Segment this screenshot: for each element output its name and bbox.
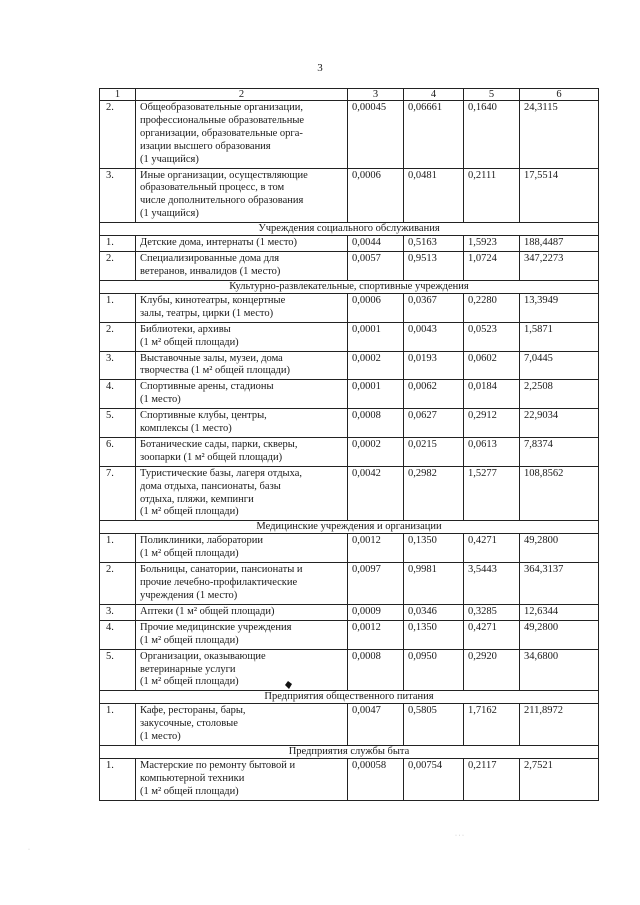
row-value-6 [520, 351, 599, 380]
row-value-5 [464, 620, 520, 649]
row-number [100, 759, 136, 801]
row-number-text: 6. [106, 438, 114, 450]
row-name-text: Выставочные залы, музеи, дома творчества (1 м² общей площади) [140, 352, 290, 377]
row-value-4 [404, 351, 464, 380]
row-value-3-text: 0,0042 [352, 467, 381, 479]
row-value-4-text: 0,0346 [408, 605, 437, 617]
row-number-text: 1. [106, 705, 114, 717]
row-value-5 [464, 322, 520, 351]
row-value-6 [520, 252, 599, 281]
row-value-3-text: 0,0009 [352, 605, 381, 617]
row-value-6 [520, 704, 599, 746]
row-number-text: 7. [106, 467, 114, 479]
row-number [100, 236, 136, 252]
row-value-6-text: 17,5514 [524, 169, 559, 181]
row-value-4-text: 0,0481 [408, 169, 437, 181]
row-name [136, 168, 348, 223]
row-number [100, 322, 136, 351]
row-number [100, 563, 136, 605]
row-value-5 [464, 252, 520, 281]
row-value-3-text: 0,0008 [352, 650, 381, 662]
header-cell [348, 89, 404, 101]
row-name [136, 759, 348, 801]
header-cell [520, 89, 599, 101]
table-row [100, 604, 599, 620]
row-value-3 [348, 236, 404, 252]
row-value-4 [404, 380, 464, 409]
table-row [100, 437, 599, 466]
table-row [100, 351, 599, 380]
row-value-3 [348, 351, 404, 380]
row-value-3-text: 0,0057 [352, 253, 381, 265]
row-name [136, 380, 348, 409]
row-value-4-text: 0,1350 [408, 535, 437, 547]
row-name-text: Кафе, рестораны, бары, закусочные, столовые (1 место) [140, 705, 246, 743]
section-title-text: Предприятия службы быта [288, 746, 410, 758]
row-value-6 [520, 236, 599, 252]
row-value-3-text: 0,0006 [352, 169, 381, 181]
row-number [100, 649, 136, 691]
row-number-text: 2. [106, 102, 114, 113]
row-value-4-text: 0,0043 [408, 323, 437, 335]
row-value-3 [348, 620, 404, 649]
row-number-text: 1. [106, 535, 114, 547]
row-value-6 [520, 409, 599, 438]
row-name-text: Клубы, кинотеатры, концертные залы, театры, цирки (1 место) [140, 294, 286, 319]
row-number [100, 380, 136, 409]
row-value-4 [404, 322, 464, 351]
table-row [100, 380, 599, 409]
row-value-3 [348, 534, 404, 563]
row-value-5 [464, 236, 520, 252]
row-number-text: 2. [106, 564, 114, 576]
row-value-3 [348, 563, 404, 605]
row-value-5 [464, 437, 520, 466]
row-name [136, 563, 348, 605]
row-value-4-text: 0,0193 [408, 352, 437, 364]
row-value-4 [404, 236, 464, 252]
row-number [100, 351, 136, 380]
row-value-5-text: 1,5277 [468, 467, 497, 479]
row-value-4-text: 0,06661 [408, 102, 443, 113]
row-value-5-text: 0,2280 [468, 294, 497, 306]
row-value-6 [520, 380, 599, 409]
table-header-row [100, 89, 599, 101]
row-value-3-text: 0,0012 [352, 535, 381, 547]
section-title-text: Предприятия общественного питания [264, 691, 434, 703]
row-value-3-text: 0,0006 [352, 294, 381, 306]
row-value-3-text: 0,0002 [352, 438, 381, 450]
row-name [136, 322, 348, 351]
row-value-5-text: 0,0613 [468, 438, 497, 450]
table-row [100, 620, 599, 649]
row-number [100, 101, 136, 169]
row-value-3-text: 0,0012 [352, 621, 381, 633]
section-title [100, 223, 599, 236]
row-value-3 [348, 604, 404, 620]
header-cell [100, 89, 136, 101]
row-value-6-text: 188,4487 [524, 237, 564, 249]
row-number-text: 4. [106, 621, 114, 633]
row-number [100, 604, 136, 620]
row-value-6-text: 211,8972 [524, 705, 563, 717]
row-value-5-text: 0,4271 [468, 535, 497, 547]
row-value-3-text: 0,0001 [352, 323, 381, 335]
header-cell-text: 4 [430, 89, 437, 100]
row-value-4-text: 0,0062 [408, 381, 437, 393]
row-name [136, 534, 348, 563]
table-row [100, 704, 599, 746]
row-value-6 [520, 101, 599, 169]
section-row [100, 746, 599, 759]
row-name-text: Туристические базы, лагеря отдыха, дома отдыха, пансионаты, базы отдыха, пляжи, кемпинги (1 м² общей площади) [140, 467, 302, 518]
row-value-6 [520, 649, 599, 691]
section-title [100, 691, 599, 704]
row-number-text: 3. [106, 169, 114, 181]
row-value-4 [404, 649, 464, 691]
row-value-3-text: 0,0008 [352, 410, 381, 422]
row-value-4 [404, 759, 464, 801]
row-value-3-text: 0,0001 [352, 381, 381, 393]
header-cell-text: 2 [238, 89, 245, 100]
row-name-text: Детские дома, интернаты (1 место) [140, 237, 298, 249]
header-cell-text: 6 [556, 89, 562, 100]
row-number-text: 2. [106, 253, 114, 265]
row-value-4-text: 0,2982 [408, 467, 437, 479]
row-value-6-text: 22,9034 [524, 410, 559, 422]
row-value-5 [464, 534, 520, 563]
row-value-6-text: 347,2273 [524, 253, 564, 265]
header-cell [464, 89, 520, 101]
table-row [100, 101, 599, 169]
table-row [100, 649, 599, 691]
row-value-6-text: 49,2800 [524, 621, 559, 633]
row-value-4 [404, 101, 464, 169]
row-value-3 [348, 101, 404, 169]
row-name-text: Прочие медицинские учреждения (1 м² общей площади) [140, 621, 292, 646]
row-name [136, 437, 348, 466]
header-cell-text: 3 [372, 89, 379, 100]
row-value-3-text: 0,0097 [352, 564, 381, 576]
row-number-text: 5. [106, 650, 114, 662]
row-number [100, 293, 136, 322]
row-value-4-text: 0,9981 [408, 564, 437, 576]
row-value-3 [348, 466, 404, 521]
row-value-6-text: 7,8374 [524, 438, 553, 450]
row-name [136, 293, 348, 322]
row-value-5-text: 0,2117 [468, 760, 497, 772]
row-value-6 [520, 604, 599, 620]
row-name-text: Спортивные арены, стадионы (1 место) [140, 381, 274, 406]
row-value-4-text: 0,0627 [408, 410, 437, 422]
row-number [100, 466, 136, 521]
row-value-6-text: 364,3137 [524, 564, 564, 576]
row-name-text: Аптеки (1 м² общей площади) [140, 605, 275, 617]
row-value-5 [464, 293, 520, 322]
header-cell-text: 5 [488, 89, 495, 100]
section-title-text: Культурно-развлекательные, спортивные учреждения [229, 280, 469, 292]
table-row [100, 563, 599, 605]
row-value-4 [404, 437, 464, 466]
row-number [100, 437, 136, 466]
row-value-3 [348, 649, 404, 691]
row-number-text: 1. [106, 294, 114, 306]
row-value-5 [464, 563, 520, 605]
row-value-6-text: 2,7521 [524, 760, 553, 772]
scan-dots: · · · [455, 833, 464, 839]
page-number: 3 [317, 62, 323, 74]
table-row [100, 466, 599, 521]
row-name-text: Спортивные клубы, центры, комплексы (1 место) [140, 410, 267, 435]
row-value-5-text: 0,0184 [468, 381, 497, 393]
row-value-5-text: 1,0724 [468, 253, 497, 265]
table-row [100, 252, 599, 281]
row-number [100, 534, 136, 563]
row-value-6-text: 13,3949 [524, 294, 559, 306]
row-value-6-text: 34,6800 [524, 650, 559, 662]
row-number-text: 4. [106, 381, 114, 393]
row-number [100, 168, 136, 223]
row-value-5 [464, 649, 520, 691]
row-value-4 [404, 704, 464, 746]
row-value-4-text: 0,1350 [408, 621, 437, 633]
row-value-5 [464, 466, 520, 521]
row-value-4 [404, 604, 464, 620]
section-title [100, 746, 599, 759]
row-value-5 [464, 409, 520, 438]
row-name-text: Общеобразовательные организации, профессиональные образовательные организации, образовательные орга- изации высшего образования (1 учащийся) [140, 102, 305, 165]
row-value-3 [348, 322, 404, 351]
row-value-3-text: 0,00058 [352, 760, 387, 772]
row-name-text: Организации, оказывающие ветеринарные услуги (1 м² общей площади) [140, 650, 266, 688]
row-value-5-text: 0,2912 [468, 410, 497, 422]
header-cell [136, 89, 348, 101]
row-name [136, 252, 348, 281]
row-value-4-text: 0,0215 [408, 438, 437, 450]
section-title-text: Учреждения социального обслуживания [258, 223, 440, 235]
section-title [100, 521, 599, 534]
row-value-6-text: 49,2800 [524, 535, 559, 547]
row-value-6-text: 2,2508 [524, 381, 553, 393]
row-name [136, 604, 348, 620]
row-value-5 [464, 759, 520, 801]
table-row [100, 534, 599, 563]
row-value-5-text: 0,2111 [468, 169, 497, 181]
table-row [100, 322, 599, 351]
row-value-4-text: 0,0367 [408, 294, 437, 306]
norms-table [99, 88, 599, 801]
row-name [136, 351, 348, 380]
row-name [136, 704, 348, 746]
row-value-6-text: 7,0445 [524, 352, 553, 364]
row-value-4 [404, 466, 464, 521]
row-number-text: 3. [106, 605, 114, 617]
section-row [100, 280, 599, 293]
row-value-5 [464, 604, 520, 620]
row-number [100, 620, 136, 649]
scan-dot: · [28, 847, 30, 853]
table-row [100, 759, 599, 801]
row-name [136, 409, 348, 438]
row-number-text: 3. [106, 352, 114, 364]
row-value-5-text: 0,0602 [468, 352, 497, 364]
row-value-6-text: 108,8562 [524, 467, 564, 479]
row-name-text: Библиотеки, архивы (1 м² общей площади) [140, 323, 239, 348]
row-number-text: 2. [106, 323, 114, 335]
section-title-text: Медицинские учреждения и организации [256, 521, 442, 533]
table-row [100, 236, 599, 252]
row-value-4 [404, 409, 464, 438]
row-name-text: Специализированные дома для ветеранов, инвалидов (1 место) [140, 253, 281, 277]
header-cell-text: 1 [114, 89, 121, 100]
row-value-6 [520, 437, 599, 466]
row-value-4 [404, 534, 464, 563]
header-cell [404, 89, 464, 101]
row-value-4 [404, 252, 464, 281]
row-value-5 [464, 168, 520, 223]
row-number-text: 5. [106, 410, 114, 422]
section-title [100, 280, 599, 293]
row-name [136, 620, 348, 649]
row-number [100, 409, 136, 438]
row-value-5-text: 1,5923 [468, 237, 497, 249]
row-number-text: 1. [106, 760, 114, 772]
row-value-6 [520, 759, 599, 801]
row-value-3 [348, 437, 404, 466]
row-value-6 [520, 168, 599, 223]
ink-mark [284, 681, 293, 689]
row-value-5-text: 0,2920 [468, 650, 497, 662]
row-value-5-text: 0,1640 [468, 102, 497, 113]
row-value-3-text: 0,0044 [352, 237, 381, 249]
row-value-6 [520, 322, 599, 351]
row-name [136, 649, 348, 691]
table-row [100, 168, 599, 223]
row-value-4-text: 0,5163 [408, 237, 437, 249]
row-value-5-text: 0,0523 [468, 323, 497, 335]
section-row [100, 691, 599, 704]
row-value-6 [520, 293, 599, 322]
row-value-5 [464, 380, 520, 409]
row-name-text: Поликлиники, лаборатории (1 м² общей площади) [140, 535, 264, 560]
row-name [136, 236, 348, 252]
row-value-5-text: 0,3285 [468, 605, 497, 617]
section-row [100, 521, 599, 534]
row-value-3 [348, 704, 404, 746]
row-value-4-text: 0,9513 [408, 253, 437, 265]
row-value-5 [464, 101, 520, 169]
section-row [100, 223, 599, 236]
row-name-text: Ботанические сады, парки, скверы, зоопарки (1 м² общей площади) [140, 438, 298, 463]
row-value-3-text: 0,00045 [352, 102, 387, 113]
row-value-4 [404, 563, 464, 605]
row-number [100, 704, 136, 746]
row-value-4 [404, 293, 464, 322]
row-name-text: Больницы, санатории, пансионаты и прочие лечебно-профилактические учреждения (1 место) [140, 564, 303, 601]
row-value-5-text: 3,5443 [468, 564, 497, 576]
row-value-4-text: 0,5805 [408, 705, 437, 717]
row-value-6-text: 1,5871 [524, 323, 553, 335]
row-value-4 [404, 620, 464, 649]
row-value-6 [520, 563, 599, 605]
row-number [100, 252, 136, 281]
row-value-3 [348, 759, 404, 801]
row-name [136, 101, 348, 169]
row-value-6-text: 24,3115 [524, 102, 558, 113]
row-value-6-text: 12,6344 [524, 605, 559, 617]
row-name-text: Мастерские по ремонту бытовой и компьютерной техники (1 м² общей площади) [140, 760, 296, 797]
row-value-4 [404, 168, 464, 223]
row-value-5-text: 0,4271 [468, 621, 497, 633]
row-value-3 [348, 293, 404, 322]
row-number-text: 1. [106, 237, 114, 249]
row-value-5 [464, 704, 520, 746]
row-value-3-text: 0,0002 [352, 352, 381, 364]
row-value-6 [520, 466, 599, 521]
row-value-4-text: 0,00754 [408, 760, 443, 772]
row-value-5 [464, 351, 520, 380]
row-value-3 [348, 380, 404, 409]
row-value-4-text: 0,0950 [408, 650, 437, 662]
row-value-3 [348, 409, 404, 438]
row-name [136, 466, 348, 521]
row-value-5-text: 1,7162 [468, 705, 497, 717]
row-value-3-text: 0,0047 [352, 705, 381, 717]
row-value-3 [348, 252, 404, 281]
table-row [100, 409, 599, 438]
row-name-text: Иные организации, осуществляющие образовательный процесс, в том числе дополнительного образования (1 учащийся) [140, 169, 308, 220]
row-value-6 [520, 620, 599, 649]
row-value-6 [520, 534, 599, 563]
row-value-3 [348, 168, 404, 223]
table-row [100, 293, 599, 322]
